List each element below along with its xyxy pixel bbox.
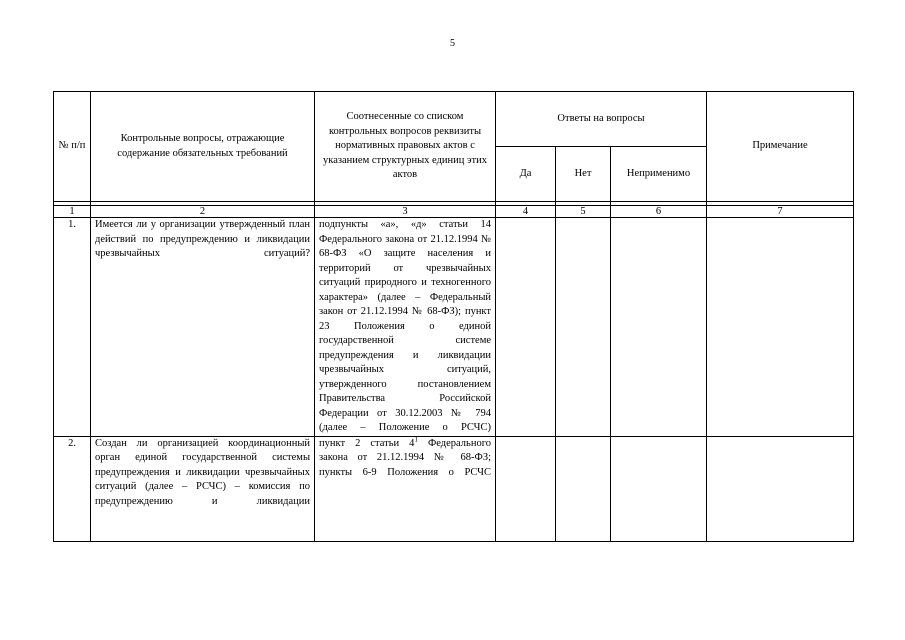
row-number: 2. <box>54 436 91 541</box>
header-acts: Соотнесенные со списком контрольных вопросов реквизиты нормативных правовых актов с указанием структурных единиц этих актов <box>315 92 496 202</box>
note-cell[interactable] <box>707 218 854 437</box>
header-num: № п/п <box>54 92 91 202</box>
header-questions: Контрольные вопросы, отражающие содержание обязательных требований <box>91 92 315 202</box>
header-na: Неприменимо <box>611 147 707 202</box>
table-row <box>54 436 854 541</box>
answer-yes-cell[interactable] <box>496 436 556 541</box>
column-number-row <box>54 206 854 218</box>
answer-na-cell[interactable] <box>611 436 707 541</box>
act-text: Федерального закона от 21.12.1994 № 68-ФЗ; пункты 6-9 Положения о РСЧС <box>319 437 491 478</box>
header-answers: Ответы на вопросы <box>496 92 707 147</box>
question-cell: Имеется ли у организации утвержденный план действий по предупреждению и ликвидации чрезвычайных ситуаций? <box>91 218 315 437</box>
act-cell <box>315 436 496 541</box>
column-number: 5 <box>556 206 611 218</box>
column-number: 1 <box>54 206 91 218</box>
answer-no-cell[interactable] <box>556 436 611 541</box>
question-cell: Создан ли организацией координационный орган единой государственной системы предупреждения и ликвидации чрезвычайных ситуаций (далее – РСЧС) – комиссия по предупреждению и ликвидации <box>91 436 315 541</box>
answer-na-cell[interactable] <box>611 218 707 437</box>
answer-yes-cell[interactable] <box>496 218 556 437</box>
table-row <box>54 218 854 437</box>
header-yes: Да <box>496 147 556 202</box>
note-cell[interactable] <box>707 436 854 541</box>
column-number: 7 <box>707 206 854 218</box>
act-footnote-mark: 1 <box>414 435 418 443</box>
column-number: 4 <box>496 206 556 218</box>
answer-no-cell[interactable] <box>556 218 611 437</box>
act-cell: подпункты «а», «д» статьи 14 Федерального закона от 21.12.1994 № 68-ФЗ «О защите населения и территорий от чрезвычайных ситуаций природного и техногенного характера» (далее – Федеральный закон от 21.12.1994 № 68-ФЗ); пункт 23 Положения о единой государственной системе предупреждения и ликвидации чрезвычайных ситуаций, утвержденного постановлением Правительства Российской Федерации от 30.12.2003 № 794 (далее – Положение о РСЧС) <box>315 218 496 437</box>
header-no: Нет <box>556 147 611 202</box>
act-text: пункт 2 статьи 4 <box>319 437 415 449</box>
column-number: 6 <box>611 206 707 218</box>
column-number: 2 <box>91 206 315 218</box>
row-number: 1. <box>54 218 91 437</box>
page-number: 5 <box>450 38 455 49</box>
header-row-1 <box>54 92 854 147</box>
header-note: Примечание <box>707 92 854 202</box>
checklist-table <box>53 91 854 542</box>
column-number: 3 <box>315 206 496 218</box>
